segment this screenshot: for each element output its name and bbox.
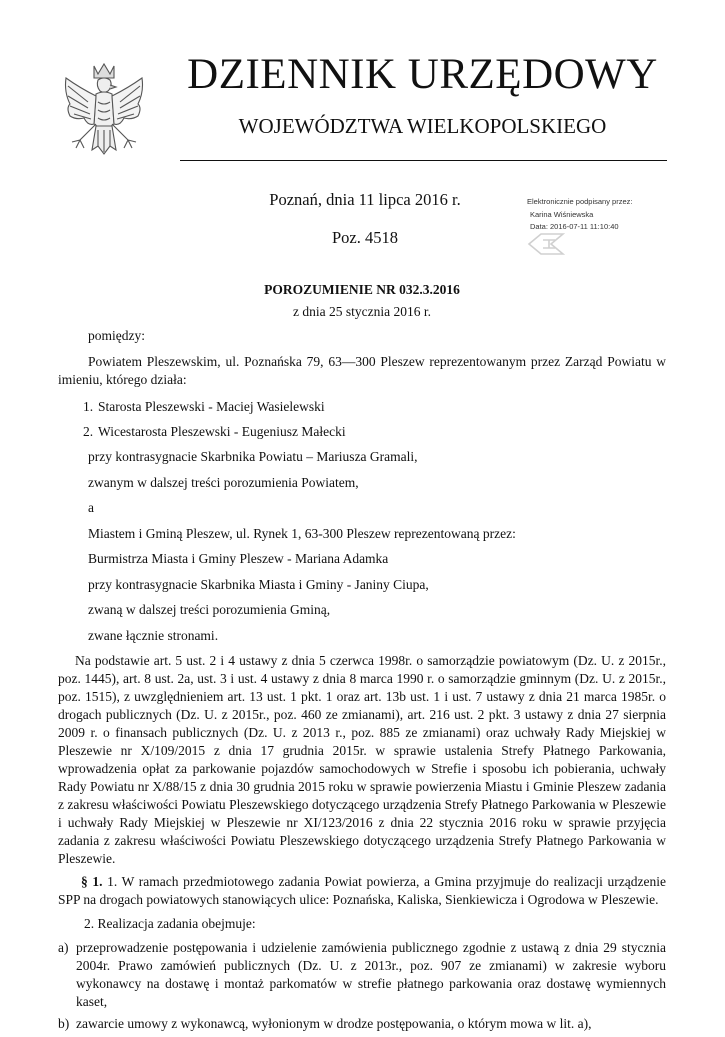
list-item xyxy=(58,1015,666,1033)
signature-stamp-icon xyxy=(527,232,565,256)
electronic-signature xyxy=(527,196,677,234)
document-date: z dnia 25 stycznia 2016 r. xyxy=(293,304,431,319)
signature-name: Karina Wiśniewska xyxy=(530,209,594,219)
list-item-number: 1. xyxy=(83,399,94,414)
gazette-subtitle: WOJEWÓDZTWA WIELKOPOLSKIEGO xyxy=(238,114,607,138)
party2-text: Miastem i Gminą Pleszew, ul. Rynek 1, 63-300 Pleszew reprezentowaną przez: xyxy=(88,525,516,541)
section-1-paragraph-1 xyxy=(58,873,666,909)
party1-text: Powiatem Pleszewskim, ul. Poznańska 79, 63—300 Pleszew reprezentowanym przez Zarząd Powiatu w imieniu, którego działa: xyxy=(58,354,666,387)
called-powiat: zwanym w dalszej treści porozumienia Powiatem, xyxy=(88,474,359,490)
list-item-text: przeprowadzenie postępowania i udzielenie zamówienia publicznego zgodnie z ustawą z dnia 29 stycznia 2004r. Prawo zamówień publicznych (Dz. U. z 2013r., poz. 907 ze zmianami) w zakresie wyboru wykonawcy na dostawę i montaż parkomatów w strefie płatnego parkowania oraz dostawę wymiennych kaset, xyxy=(76,940,666,1009)
section-1-paragraph-2: 2. Realizacja zadania obejmuje: xyxy=(84,916,256,931)
gazette-title: DZIENNIK URZĘDOWY xyxy=(187,51,658,98)
document-body xyxy=(58,281,666,1037)
document-heading: POROZUMIENIE NR 032.3.2016 xyxy=(264,282,460,297)
countersign-powiat: przy kontrasygnacie Skarbnika Powiatu – Mariusza Gramali, xyxy=(88,449,418,464)
list-item-number: 2. xyxy=(83,424,94,439)
list-item xyxy=(58,398,666,416)
called-gmina: zwaną w dalszej treści porozumienia Gminą, xyxy=(88,602,331,617)
called-both: zwane łącznie stronami. xyxy=(88,627,219,643)
signature-date: Data: 2016-07-11 11:10:40 xyxy=(530,222,619,231)
list-item-text: Starosta Pleszewski - Maciej Wasielewski xyxy=(98,399,325,414)
section-1-text: 1. W ramach przedmiotowego zadania Powiat powierza, a Gmina przyjmuje do realizacji urządzenie SPP na drogach powiatowych stanowiących ulice: Poznańska, Kaliska, Sienkiewicza i Ogrodowa w Pleszewie. xyxy=(58,874,667,907)
and-text: a xyxy=(88,500,94,515)
list-item xyxy=(58,423,666,441)
list-item xyxy=(58,939,666,1011)
section-mark: § 1. xyxy=(81,874,103,889)
list-item-text: zawarcie umowy z wykonawcą, wyłonionym w drodze postępowania, o którym mowa w lit. a), xyxy=(76,1016,592,1031)
signature-label: Elektronicznie podpisany przez: xyxy=(527,197,633,206)
between-label: pomiędzy: xyxy=(88,328,145,343)
legal-basis: Na podstawie art. 5 ust. 2 i 4 ustawy z dnia 5 czerwca 1998r. o samorządzie powiatowym (Dz. U. z 2015r., poz. 1445), art. 8 ust. 2a, ust. 3 i ust. 4 ustawy z dnia 8 marca 1990 r. o samorządzie gminnym (Dz. U. z 2015r., poz. 1515), z uwzględnieniem art. 13 ust. 1 pkt. 1 oraz art. 13b ust. 1 i ust. 7 ustawy z dnia 21 marca 1985r. o drogach publicznych (Dz. U. z 2015r., poz. 460 ze zmianami), art. 216 ust. 2 pkt. 3 ustawy z dnia 27 sierpnia 2009 r. o finansach publicznych (Dz. U. z 2013 r., poz. 885 ze zmianami) oraz uchwały Rady Miejskiej w Pleszewie nr X/109/2015 z dnia 17 grudnia 2015r. w sprawie ustalenia Strefy Płatnego Parkowania, wprowadzenia opłat za parkowanie pojazdów samochodowych w Strefie i sposobu ich pobierania, uchwały Rady Powiatu nr X/88/15 z dnia 30 grudnia 2015 roku w sprawie powierzenia Miastu i Gminie Pleszew zadania z zakresu właściwości Powiatu Pleszewskiego dotyczącego urządzenia Strefy Płatnego Parkowania w Pleszewie i uchwały Rady Miejskiej w Pleszewie nr XI/123/2016 z dnia 22 stycznia 2016 roku w sprawie przyjęcia zadania z zakresu właściwości Powiatu Pleszewskiego dotyczącego urządzenia Strefy Płatnego Parkowania w Pleszewie. xyxy=(58,653,666,866)
header-divider xyxy=(180,160,667,161)
position-number: Poz. 4518 xyxy=(332,228,398,247)
list-item-text: Wicestarosta Pleszewski - Eugeniusz Małecki xyxy=(98,424,346,439)
rep-gmina: Burmistrza Miasta i Gminy Pleszew - Mariana Adamka xyxy=(88,551,389,566)
list-item-letter: a) xyxy=(58,940,69,955)
list-item-letter: b) xyxy=(58,1016,70,1031)
place-date: Poznań, dnia 11 lipca 2016 r. xyxy=(269,190,461,209)
eagle-emblem-icon xyxy=(58,58,150,173)
countersign-gmina: przy kontrasygnacie Skarbnika Miasta i Gminy - Janiny Ciupa, xyxy=(88,576,429,592)
